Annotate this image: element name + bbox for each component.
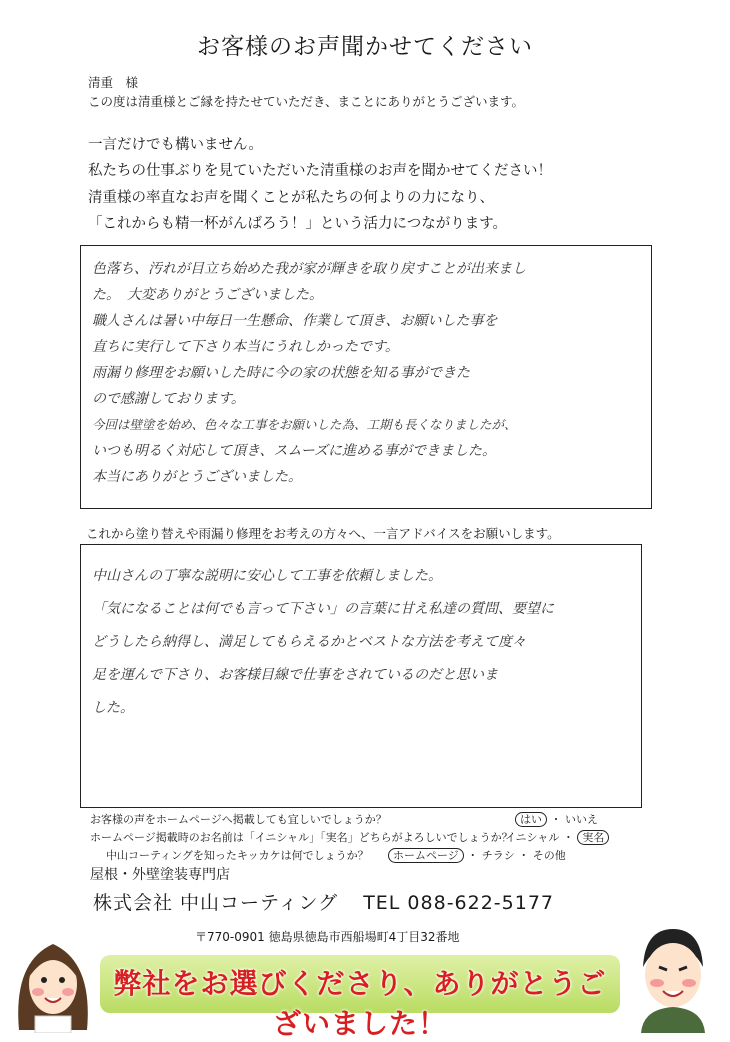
advice-line: した。 [92,700,134,716]
answer-source [388,848,566,864]
page-title: お客様のお声聞かせてください [197,34,533,60]
company-tel: TEL 088-622-5177 [363,892,555,914]
review-line: 直ちに実行して下さり本当にうれしかったです。 [92,339,399,355]
review-line: 色落ち、汚れが目立ち始めた我が家が輝きを取り戻すことが出来まし [92,261,526,277]
question-source: 中山コーティングを知ったキッカケは何でしょうか？ [106,849,369,862]
review-line: 本当にありがとうございました。 [92,469,302,485]
option-separator: ・ [467,849,479,862]
option-separator: ・ [562,831,574,844]
advice-line: どうしたら納得し、満足してもらえるかとベストな方法を考えて度々 [92,634,526,650]
option-homepage[interactable]: ホームページ [388,848,464,863]
option-no[interactable]: いいえ [565,813,598,826]
review-line: ので感謝しております。 [92,391,245,407]
advice-text [92,560,554,725]
option-other[interactable]: その他 [532,849,566,862]
lead-line: 一言だけでも構いません。 [88,137,263,153]
answer-name [505,830,609,846]
staff-man-illustration [623,917,723,1033]
advice-line: 「気になることは何でも言って下さい」の言葉に甘え私達の質問、要望に [92,601,554,617]
company-name: 株式会社 中山コーティング [93,892,339,914]
option-initial[interactable]: イニシャル [505,831,560,844]
company-address: 〒770-0901 徳島県徳島市西船場町4丁目32番地 [195,930,460,944]
lead-line: 清重様の率直なお声を聞くことが私たちの何よりの力になり、 [88,190,494,206]
review-line: た。 大変ありがとうございました。 [92,287,323,303]
lead-line: 「これからも精一杯がんばろう！」という活力につながります。 [88,216,508,232]
advice-prompt: これから塗り替えや雨漏り修理をお考えの方々へ、一言アドバイスをお願いします。 [86,526,560,541]
review-line: いつも明るく対応して頂き、スムーズに進める事ができました。 [92,443,497,459]
option-real-name[interactable]: 実名 [577,830,609,845]
advice-line: 足を運んで下さり、お客様目線で仕事をされているのだと思いま [92,667,498,683]
answer-publish [515,812,598,828]
question-name: ホームページ掲載時のお名前は「イニシャル」「実名」どちらがよろしいでしょうか？ [90,831,513,844]
option-flyer[interactable]: チラシ [481,849,515,862]
shop-type: 屋根・外壁塗装専門店 [90,867,230,883]
review-line: 今回は壁塗を始め、色々な工事をお願いした為、工期も長くなりましたが、 [92,417,517,432]
option-yes[interactable]: はい [515,812,547,827]
thanks-line: この度は清重様とご縁を持たせていただき、まことにありがとうございます。 [88,94,525,109]
customer-name: 清重 様 [88,75,139,90]
option-separator: ・ [518,849,530,862]
lead-line: 私たちの仕事ぶりを見ていただいた清重様のお声を聞かせてください！ [88,163,552,179]
advice-line: 中山さんの丁寧な説明に安心して工事を依頼しました。 [92,568,442,584]
review-line: 職人さんは暑い中毎日一生懸命、作業して頂き、お願いした事を [92,313,498,329]
option-separator: ・ [550,813,562,826]
thank-you-banner: 弊社をお選びくださり、ありがとうございました！ [113,967,607,1040]
review-line: 雨漏り修理をお願いした時に今の家の状態を知る事ができた [92,365,470,381]
question-publish: お客様の声をホームページへ掲載しても宜しいでしょうか？ [90,813,387,826]
company-name-tel [93,888,554,915]
review-text [92,256,526,490]
staff-woman-illustration [5,922,100,1033]
